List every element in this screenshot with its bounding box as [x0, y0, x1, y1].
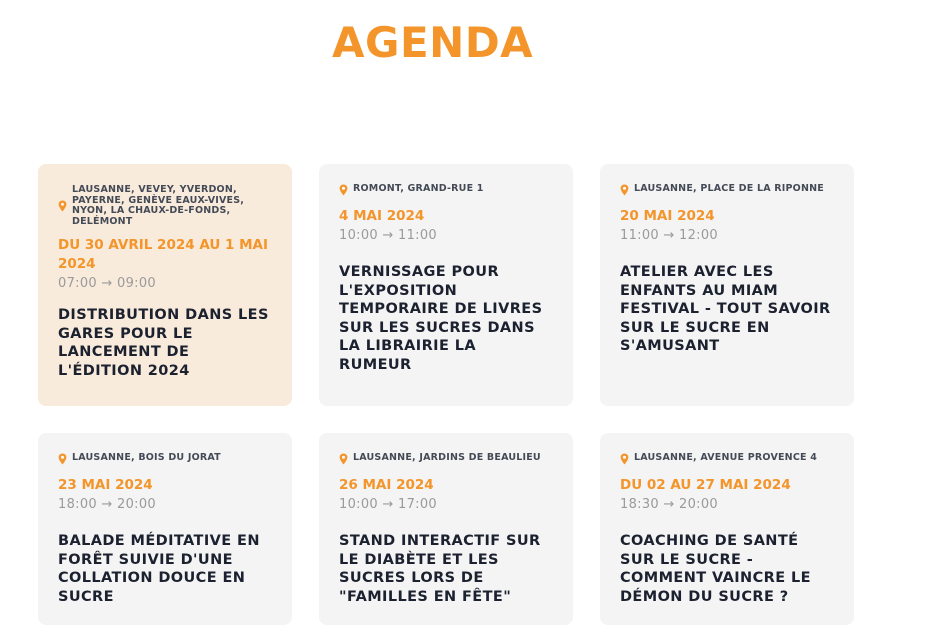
location-pin-icon	[58, 200, 67, 212]
event-location	[58, 185, 272, 227]
event-card[interactable]	[600, 164, 854, 406]
event-time: 11:00 → 12:00	[620, 228, 718, 243]
event-card[interactable]	[319, 164, 573, 406]
event-title[interactable]: DISTRIBUTION DANS LES GARES POUR LE LANCEMENT DE L'ÉDITION 2024	[58, 307, 269, 379]
event-location-text: LAUSANNE, AVENUE PROVENCE 4	[634, 452, 818, 463]
event-date: 26 MAI 2024	[339, 477, 434, 493]
event-location	[339, 453, 553, 465]
event-card[interactable]	[600, 433, 854, 625]
event-date: 23 MAI 2024	[58, 477, 153, 493]
event-title[interactable]: COACHING DE SANTÉ SUR LE SUCRE - COMMENT VAINCRE LE DÉMON DU SUCRE ?	[620, 533, 811, 605]
event-title[interactable]: VERNISSAGE POUR L'EXPOSITION TEMPORAIRE DE LIVRES SUR LES SUCRES DANS LA LIBRAIRIE LA RUMEUR	[339, 264, 543, 373]
event-location	[620, 184, 834, 196]
event-card[interactable]	[38, 433, 292, 625]
event-location-text: LAUSANNE, JARDINS DE BEAULIEU	[353, 452, 541, 463]
event-date: 4 MAI 2024	[339, 208, 425, 224]
event-location	[620, 453, 834, 465]
event-title[interactable]: STAND INTERACTIF SUR LE DIABÈTE ET LES SUCRES LORS DE "FAMILLES EN FÊTE"	[339, 533, 541, 605]
location-pin-icon	[339, 184, 348, 196]
event-title[interactable]: ATELIER AVEC LES ENFANTS AU MIAM FESTIVAL - TOUT SAVOIR SUR LE SUCRE EN S'AMUSANT	[620, 264, 831, 354]
event-location-text: ROMONT, GRAND-RUE 1	[353, 183, 484, 194]
location-pin-icon	[620, 184, 629, 196]
event-time: 18:30 → 20:00	[620, 497, 718, 512]
event-location-text: LAUSANNE, PLACE DE LA RIPONNE	[634, 183, 824, 194]
location-pin-icon	[58, 453, 67, 465]
event-time: 07:00 → 09:00	[58, 276, 156, 291]
location-pin-icon	[620, 453, 629, 465]
event-location-text: LAUSANNE, VEVEY, YVERDON, PAYERNE, GENÈVE EAUX-VIVES, NYON, LA CHAUX-DE-FONDS, DELÉMONT	[72, 184, 245, 227]
event-time: 10:00 → 11:00	[339, 228, 437, 243]
event-time: 10:00 → 17:00	[339, 497, 437, 512]
event-card[interactable]	[38, 164, 292, 406]
event-location	[58, 453, 272, 465]
location-pin-icon	[339, 453, 348, 465]
event-date: DU 02 AU 27 MAI 2024	[620, 477, 791, 493]
event-location-text: LAUSANNE, BOIS DU JORAT	[72, 452, 221, 463]
event-date: 20 MAI 2024	[620, 208, 715, 224]
page-title: AGENDA	[332, 18, 534, 67]
event-date: DU 30 AVRIL 2024 AU 1 MAI 2024	[58, 237, 269, 272]
event-title[interactable]: BALADE MÉDITATIVE EN FORÊT SUIVIE D'UNE COLLATION DOUCE EN SUCRE	[58, 533, 260, 605]
event-location	[339, 184, 553, 196]
event-card[interactable]	[319, 433, 573, 625]
event-time: 18:00 → 20:00	[58, 497, 156, 512]
